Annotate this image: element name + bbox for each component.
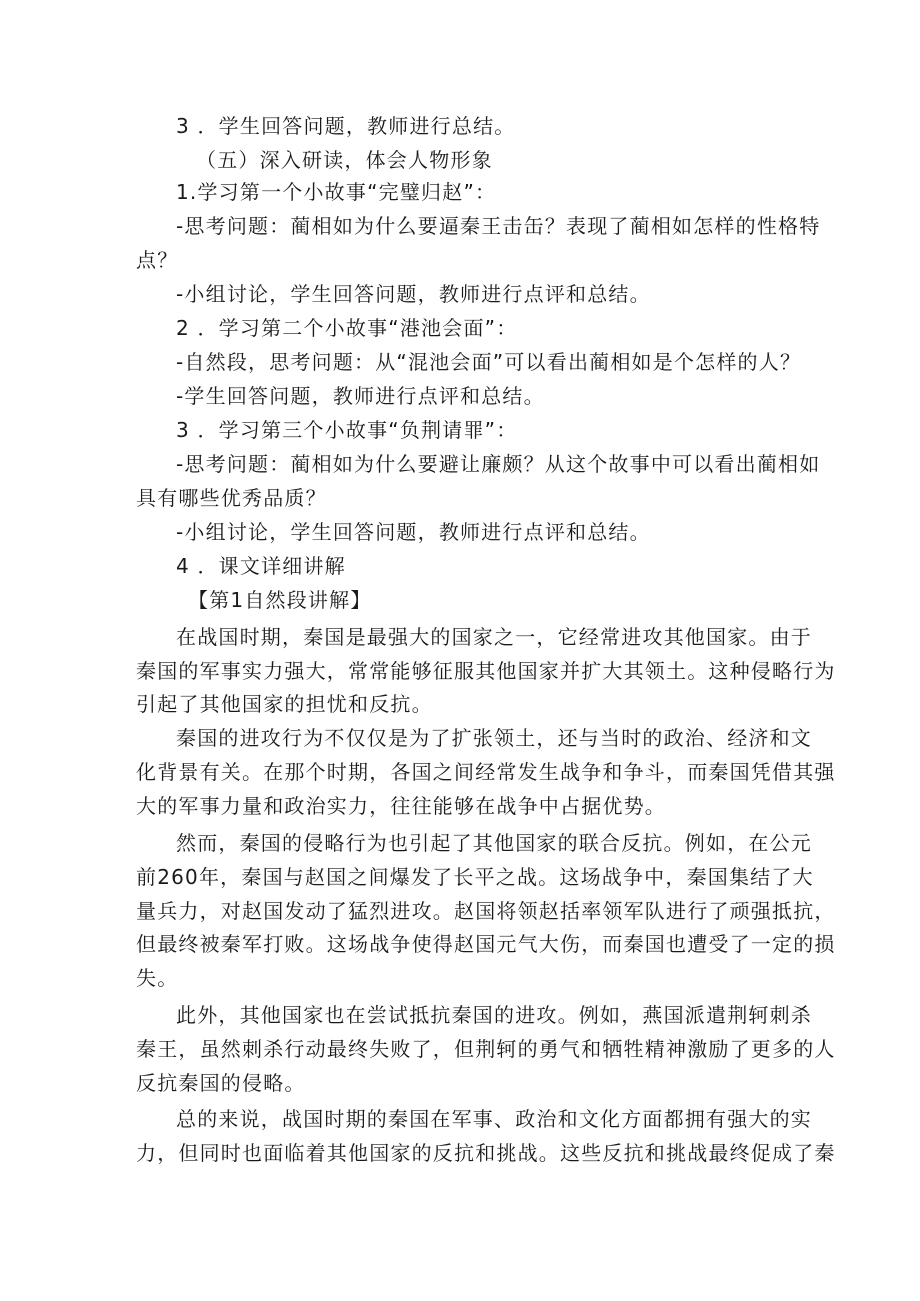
list-item: 1.学习第一个小故事“完璧归赵”： <box>176 180 497 204</box>
paragraph-line: 在战国时期，秦国是最强大的国家之一，它经常进攻其他国家。由于 <box>176 625 812 649</box>
paragraph-line: 但最终被秦军打败。这场战争使得赵国元气大伤，而秦国也遭受了一定的损 <box>136 932 836 956</box>
paragraph-line: 大的军事力量和政治实力，往往能够在战争中占据优势。 <box>136 794 666 818</box>
paragraph-line: 然而，秦国的侵略行为也引起了其他国家的联合反抗。例如，在公元 <box>176 831 812 855</box>
list-item: 点？ <box>136 248 179 272</box>
paragraph-line: 秦国的进攻行为不仅仅是为了扩张领土，还与当时的政治、经济和文 <box>176 726 812 750</box>
section-heading: （五）深入研读，体会人物形象 <box>196 148 493 172</box>
paragraph-line: 秦国的军事实力强大，常常能够征服其他国家并扩大其领土。这种侵略行为 <box>136 659 836 683</box>
list-item: 2 ．学习第二个小故事“港池会面”： <box>176 316 518 340</box>
list-item: -自然段，思考问题：从“混池会面”可以看出蔺相如是个怎样的人？ <box>176 350 802 374</box>
paragraph-line: 失。 <box>136 966 179 990</box>
paragraph-line: 前260年，秦国与赵国之间爆发了长平之战。这场战争中，秦国集结了大 <box>136 865 814 889</box>
list-item: 3 ．学生回答问题，教师进行总结。 <box>176 114 516 138</box>
paragraph-line: 总的来说，战国时期的秦国在军事、政治和文化方面都拥有强大的实 <box>176 1107 812 1131</box>
list-item: 3 ．学习第三个小故事“负荆请罪”： <box>176 418 518 442</box>
paragraph-line: 反抗秦国的侵略。 <box>136 1071 306 1095</box>
paragraph-line: 化背景有关。在那个时期，各国之间经常发生战争和争斗，而秦国凭借其强 <box>136 760 836 784</box>
paragraph-line: 力，但同时也面临着其他国家的反抗和挑战。这些反抗和挑战最终促成了秦 <box>136 1141 836 1165</box>
list-item: -思考问题：蔺相如为什么要避让廉颇？从这个故事中可以看出蔺相如 <box>176 452 821 476</box>
section-heading: 【第1自然段讲解】 <box>188 588 372 612</box>
list-item: -思考问题：蔺相如为什么要逼秦王击缶？表现了蔺相如怎样的性格特 <box>176 214 821 238</box>
paragraph-line: 量兵力，对赵国发动了猛烈进攻。赵国将领赵括率领军队进行了顽强抵抗， <box>136 899 836 923</box>
list-item: -学生回答问题，教师进行点评和总结。 <box>176 384 545 408</box>
list-item: -小组讨论，学生回答问题，教师进行点评和总结。 <box>176 282 651 306</box>
paragraph-line: 秦王，虽然刺杀行动最终失败了，但荆轲的勇气和牺牲精神激励了更多的人 <box>136 1037 836 1061</box>
list-item: 具有哪些优秀品质？ <box>136 486 327 510</box>
paragraph-line: 此外，其他国家也在尝试抵抗秦国的进攻。例如，燕国派遣荆轲刺杀 <box>176 1003 812 1027</box>
paragraph-line: 引起了其他国家的担忧和反抗。 <box>136 692 433 716</box>
list-item: 4 ．课文详细讲解 <box>176 554 346 578</box>
list-item: -小组讨论，学生回答问题，教师进行点评和总结。 <box>176 520 651 544</box>
